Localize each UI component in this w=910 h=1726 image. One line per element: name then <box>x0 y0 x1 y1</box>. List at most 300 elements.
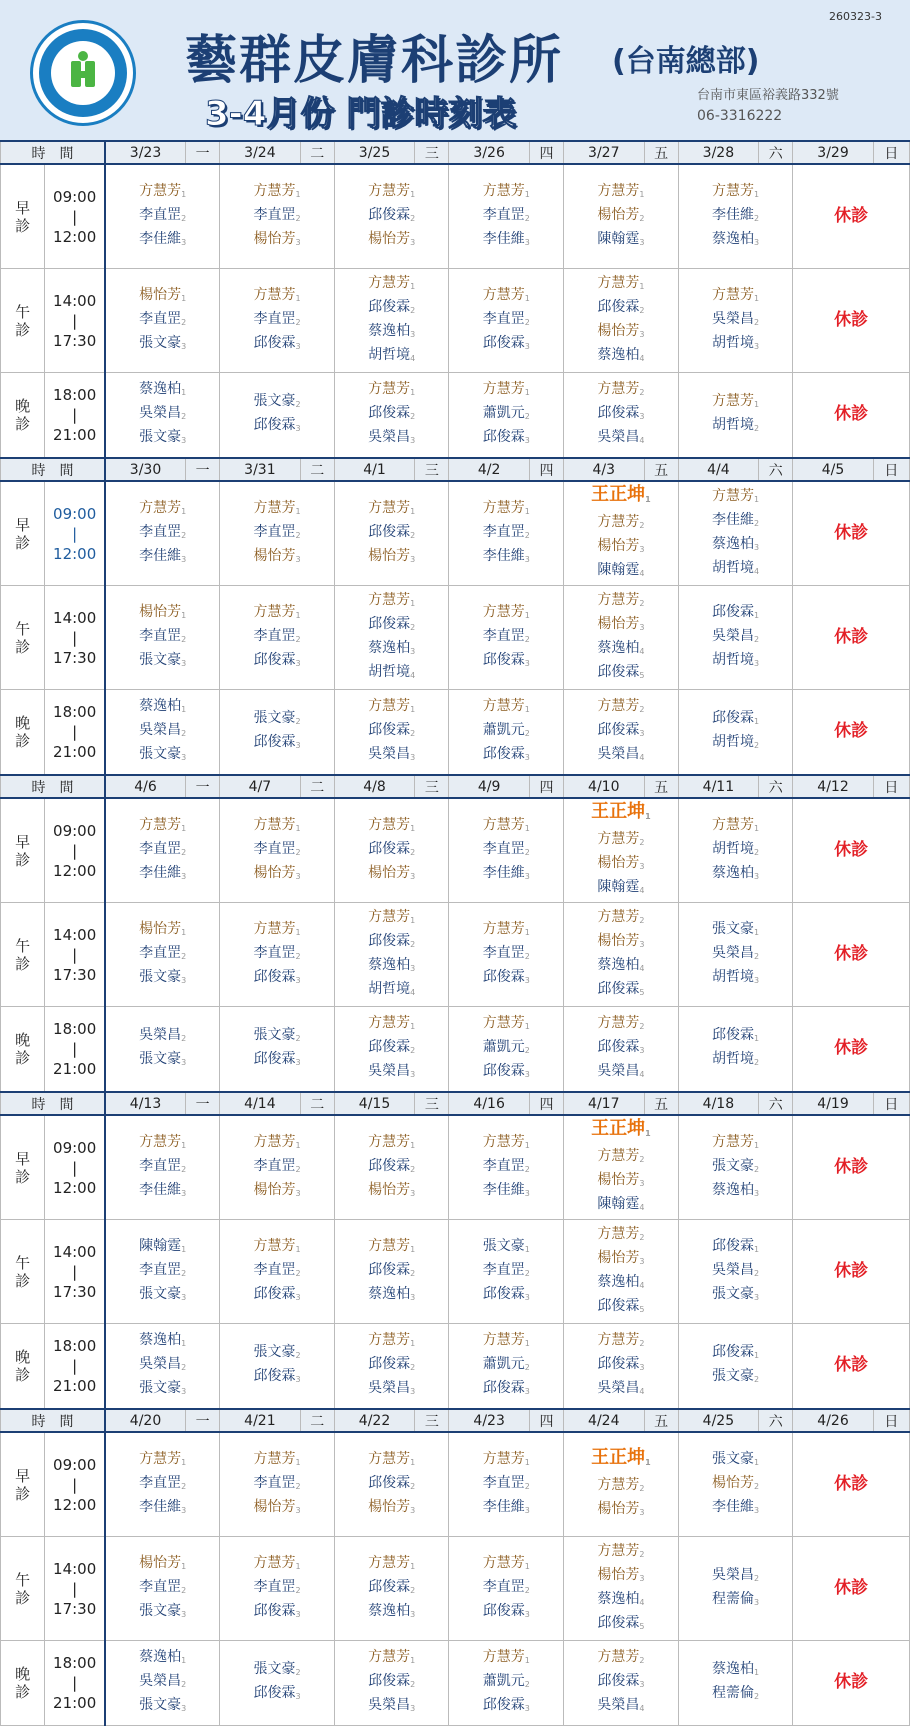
doctor-cell <box>564 1641 679 1726</box>
doctor-name: 蕭凱元 <box>482 1673 525 1689</box>
doctor-cell <box>334 586 449 690</box>
doctor-room-number: 2 <box>639 1022 645 1031</box>
doctor-entry <box>335 931 449 955</box>
doctor-room-number: 3 <box>410 436 416 445</box>
day-date: 4/25 <box>678 1409 758 1432</box>
doctor-name: 邱俊霖 <box>711 1237 754 1254</box>
doctor-room-number: 3 <box>524 871 530 881</box>
doctor-room-number: 3 <box>181 753 187 762</box>
doctor-entry <box>335 1449 449 1473</box>
doctor-name: 邱俊霖 <box>253 1285 296 1302</box>
doctor-room-number: 3 <box>410 1704 416 1713</box>
doctor-cell <box>334 1007 449 1093</box>
day-date: 4/8 <box>334 775 414 798</box>
doctor-entry <box>220 1473 334 1497</box>
session-evening-label <box>1 1007 45 1093</box>
doctor-room-number: 3 <box>410 554 416 564</box>
doctor-room-number: 2 <box>410 729 416 738</box>
doctor-name: 方慧芳 <box>597 591 640 608</box>
session-time <box>45 164 105 269</box>
doctor-name: 李直罡 <box>482 523 525 540</box>
doctor-name: 楊怡芳 <box>597 206 640 223</box>
doctor-name: 蔡逸柏 <box>597 1590 640 1607</box>
doctor-entry <box>564 1671 678 1695</box>
doctor-cell <box>793 1007 910 1093</box>
doctor-name: 方慧芳 <box>597 831 640 847</box>
doctor-entry <box>449 1037 563 1061</box>
doctor-name: 邱俊霖 <box>482 1063 525 1079</box>
doctor-name: 楊怡芳 <box>253 547 296 564</box>
doctor-cell <box>334 903 449 1007</box>
doctor-room-number: 3 <box>295 1375 301 1384</box>
doctor-name: 方慧芳 <box>597 514 640 530</box>
doctor-room-number: 1 <box>753 189 760 199</box>
doctor-name: 李直罡 <box>139 310 182 327</box>
doctor-entry <box>335 229 449 253</box>
doctor-cell <box>678 373 793 459</box>
doctor-entry <box>220 1049 334 1073</box>
doctor-room-number: 1 <box>181 1561 187 1571</box>
doctor-room-number: 2 <box>753 634 760 644</box>
doctor-room-number: 2 <box>181 530 187 540</box>
doctor-entry <box>564 1272 678 1296</box>
day-weekday: 日 <box>873 141 909 164</box>
doctor-name: 方慧芳 <box>711 286 754 303</box>
doctor-room-number: 2 <box>524 213 530 223</box>
doctor-entry <box>220 967 334 991</box>
day-weekday: 一 <box>186 1409 220 1432</box>
doctor-entry <box>335 1037 449 1061</box>
doctor-cell <box>564 1537 679 1641</box>
doctor-room-number: 1 <box>295 189 301 199</box>
doctor-entry <box>564 560 678 584</box>
closed-label: 休診 <box>834 309 869 330</box>
doctor-room-number: 2 <box>753 317 760 327</box>
doctor-entry <box>679 815 793 839</box>
doctor-room-number: 1 <box>181 388 187 397</box>
doctor-name: 蔡逸柏 <box>711 1661 754 1677</box>
doctor-entry <box>679 863 793 887</box>
doctor-room-number: 2 <box>295 1668 301 1677</box>
doctor-name: 楊怡芳 <box>253 1181 296 1198</box>
doctor-entry <box>106 546 219 570</box>
doctor-room-number: 4 <box>639 569 645 578</box>
doctor-name: 邱俊霖 <box>368 1261 411 1278</box>
doctor-room-number: 3 <box>295 341 301 351</box>
doctor-room-number: 3 <box>410 753 416 762</box>
doctor-cell <box>220 903 335 1007</box>
doctor-name: 方慧芳 <box>368 1237 411 1254</box>
doctor-cell <box>220 373 335 459</box>
doctor-room-number: 2 <box>410 622 416 632</box>
doctor-entry <box>335 427 449 451</box>
doctor-entry <box>564 800 678 829</box>
doctor-entry <box>220 309 334 333</box>
doctor-cell <box>793 164 910 269</box>
session-time <box>45 690 105 776</box>
doctor-room-number: 4 <box>639 963 645 973</box>
doctor-name: 方慧芳 <box>482 182 525 199</box>
doctor-cell <box>793 1324 910 1410</box>
doctor-room-number: 1 <box>295 1457 301 1467</box>
session-time <box>45 1432 105 1537</box>
doctor-room-number: 3 <box>181 975 187 985</box>
day-date: 4/16 <box>449 1092 529 1115</box>
doctor-entry <box>220 229 334 253</box>
session-row <box>1 798 910 903</box>
doctor-name: 蔡逸柏 <box>597 346 640 363</box>
doctor-name: 李直罡 <box>139 1261 182 1278</box>
doctor-room-number: 2 <box>753 1573 760 1583</box>
doctor-name: 邱俊霖 <box>368 523 411 540</box>
doctor-cell <box>220 1324 335 1410</box>
doctor-cell <box>105 903 220 1007</box>
doctor-name: 吳榮昌 <box>597 1380 640 1396</box>
doctor-room-number: 3 <box>639 1256 645 1266</box>
day-date: 4/24 <box>564 1409 644 1432</box>
doctor-cell <box>678 164 793 269</box>
doctor-room-number: 2 <box>753 847 760 857</box>
doctor-room-number: 3 <box>524 1188 530 1198</box>
doctor-entry <box>220 839 334 863</box>
doctor-name: 蔡逸柏 <box>711 535 754 552</box>
doctor-cell <box>105 690 220 776</box>
doctor-name: 方慧芳 <box>482 499 525 516</box>
doctor-entry <box>106 285 219 309</box>
doctor-name: 蔡逸柏 <box>139 381 182 397</box>
doctor-room-number: 2 <box>181 412 187 421</box>
session-start-time: 18:00 <box>53 1020 97 1038</box>
doctor-entry <box>335 1473 449 1497</box>
doctor-name: 李直罡 <box>482 1578 525 1595</box>
day-weekday: 日 <box>873 1092 909 1115</box>
doctor-cell <box>793 373 910 459</box>
doctor-entry <box>564 590 678 614</box>
doctor-cell <box>105 1007 220 1093</box>
doctor-name: 吳榮昌 <box>597 746 640 762</box>
doctor-room-number: 3 <box>410 963 416 973</box>
doctor-name: 邱俊霖 <box>597 722 640 738</box>
doctor-entry <box>564 321 678 345</box>
clinic-phone: 06-3316222 <box>697 108 783 124</box>
doctor-entry <box>679 1589 793 1613</box>
doctor-entry <box>449 1553 563 1577</box>
session-start-time: 18:00 <box>53 1654 97 1672</box>
doctor-name: 胡哲境 <box>711 559 754 576</box>
day-weekday: 一 <box>186 458 220 481</box>
doctor-name: 方慧芳 <box>711 487 754 504</box>
doctor-cell <box>105 373 220 459</box>
doctor-room-number: 2 <box>524 847 530 857</box>
doctor-name: 方慧芳 <box>597 1225 640 1242</box>
doctor-name: 張文豪 <box>711 1157 754 1174</box>
doctor-entry <box>679 285 793 309</box>
doctor-room-number: 1 <box>410 1656 416 1665</box>
doctor-entry <box>220 1577 334 1601</box>
doctor-room-number: 4 <box>639 1597 645 1607</box>
doctor-entry <box>449 309 563 333</box>
doctor-cell <box>449 1007 564 1093</box>
doctor-name: 方慧芳 <box>368 816 411 833</box>
doctor-name: 方慧芳 <box>597 1015 640 1031</box>
doctor-entry <box>335 1180 449 1204</box>
doctor-room-number: 1 <box>295 823 301 833</box>
doctor-entry <box>449 863 563 887</box>
doctor-name: 楊怡芳 <box>597 1249 640 1266</box>
doctor-room-number: 3 <box>181 436 187 445</box>
time-header-label: 時 間 <box>1 1409 106 1432</box>
doctor-name: 吳榮昌 <box>368 1697 411 1713</box>
doctor-entry <box>335 638 449 662</box>
doctor-entry <box>449 1647 563 1671</box>
closed-label: 休診 <box>834 839 869 860</box>
doctor-entry <box>679 229 793 253</box>
doctor-entry <box>679 486 793 510</box>
doctor-entry <box>449 1284 563 1308</box>
doctor-entry <box>564 877 678 901</box>
day-date: 3/25 <box>334 141 414 164</box>
doctor-room-number: 2 <box>410 530 416 540</box>
day-date: 4/26 <box>793 1409 873 1432</box>
doctor-room-number: 2 <box>753 1058 760 1067</box>
doctor-entry <box>564 1446 678 1475</box>
doctor-name: 方慧芳 <box>482 698 525 714</box>
doctor-room-number: 2 <box>295 717 301 726</box>
session-end-time: 17:30 <box>53 1599 97 1618</box>
doctor-name: 陳翰霆 <box>597 879 640 895</box>
doctor-entry <box>106 1695 219 1719</box>
doctor-room-number: 3 <box>753 1597 760 1607</box>
doctor-name: 蔡逸柏 <box>368 639 411 656</box>
doctor-entry <box>449 1354 563 1378</box>
session-start-time: 14:00 <box>53 1559 97 1578</box>
doctor-entry <box>335 614 449 638</box>
session-evening-label <box>1 373 45 459</box>
doctor-room-number: 2 <box>639 1232 645 1242</box>
doctor-name: 楊怡芳 <box>597 855 640 871</box>
doctor-cell <box>334 1324 449 1410</box>
time-separator: | <box>72 1579 78 1598</box>
session-row <box>1 1432 910 1537</box>
doctor-room-number: 3 <box>753 542 760 552</box>
doctor-cell <box>334 269 449 373</box>
doctor-name: 方慧芳 <box>597 274 640 291</box>
doctor-name: 方慧芳 <box>711 182 754 199</box>
doctor-entry <box>449 1577 563 1601</box>
doctor-room-number: 4 <box>410 987 416 997</box>
doctor-room-number: 1 <box>181 1140 187 1150</box>
doctor-room-number: 3 <box>295 554 301 564</box>
doctor-room-number: 1 <box>645 1458 651 1467</box>
doctor-cell <box>334 1432 449 1537</box>
doctor-cell <box>564 373 679 459</box>
doctor-name: 李直罡 <box>482 1261 525 1278</box>
doctor-name: 楊怡芳 <box>139 1554 182 1571</box>
doctor-room-number: 4 <box>639 436 645 445</box>
doctor-name: 李直罡 <box>139 1474 182 1491</box>
doctor-entry <box>220 1342 334 1366</box>
day-weekday: 四 <box>529 141 563 164</box>
doctor-name: 邱俊霖 <box>368 1474 411 1491</box>
doctor-room-number: 3 <box>639 545 645 554</box>
session-start-time: 09:00 <box>53 1455 97 1474</box>
doctor-room-number: 4 <box>639 1203 645 1212</box>
doctor-name: 張文豪 <box>711 1450 754 1467</box>
doctor-entry <box>335 1577 449 1601</box>
doctor-name: 邱俊霖 <box>597 663 640 680</box>
doctor-room-number: 2 <box>524 1481 530 1491</box>
doctor-room-number: 1 <box>524 1561 530 1571</box>
doctor-name: 方慧芳 <box>368 1649 411 1665</box>
doctor-entry <box>335 1330 449 1354</box>
session-morning-label <box>1 481 45 586</box>
doctor-room-number: 1 <box>181 927 187 937</box>
doctor-entry <box>335 839 449 863</box>
doctor-name: 李直罡 <box>253 840 296 857</box>
doctor-room-number: 1 <box>181 506 187 516</box>
doctor-room-number: 3 <box>295 741 301 750</box>
doctor-entry <box>220 1553 334 1577</box>
doctor-room-number: 2 <box>295 1268 301 1278</box>
doctor-room-number: 1 <box>181 189 187 199</box>
doctor-room-number: 2 <box>181 1585 187 1595</box>
doctor-entry <box>564 979 678 1003</box>
session-time <box>45 1324 105 1410</box>
day-weekday: 日 <box>873 1409 909 1432</box>
doctor-entry <box>564 181 678 205</box>
doctor-name: 陳翰霆 <box>597 230 640 247</box>
closed-label: 休診 <box>834 404 869 424</box>
doctor-name: 吳榮昌 <box>139 405 182 421</box>
doctor-name: 李直罡 <box>482 1474 525 1491</box>
doctor-room-number: 1 <box>295 610 301 620</box>
doctor-name: 方慧芳 <box>482 381 525 397</box>
doctor-room-number: 3 <box>524 1704 530 1713</box>
doctor-entry <box>679 943 793 967</box>
doctor-room-number: 3 <box>410 1505 416 1515</box>
doctor-entry <box>449 229 563 253</box>
doctor-name: 吳榮昌 <box>368 429 411 445</box>
doctor-cell <box>105 1324 220 1410</box>
doctor-name: 李直罡 <box>139 206 182 223</box>
doctor-room-number: 2 <box>181 1268 187 1278</box>
doctor-entry <box>449 1061 563 1085</box>
session-time <box>45 1220 105 1324</box>
doctor-name: 張文豪 <box>139 1697 182 1713</box>
doctor-name: 方慧芳 <box>597 1649 640 1665</box>
doctor-cell <box>449 1324 564 1410</box>
session-row <box>1 373 910 459</box>
doctor-name: 蔡逸柏 <box>368 1285 411 1302</box>
doctor-entry <box>679 205 793 229</box>
doctor-cell <box>220 1220 335 1324</box>
doctor-room-number: 1 <box>524 293 530 303</box>
doctor-room-number: 3 <box>524 1609 530 1619</box>
doctor-name: 吳榮昌 <box>597 429 640 445</box>
doctor-name: 李直罡 <box>139 1578 182 1595</box>
doctor-cell <box>334 481 449 586</box>
doctor-entry <box>335 696 449 720</box>
doctor-cell <box>678 903 793 1007</box>
doctor-room-number: 1 <box>524 189 530 199</box>
doctor-name: 吳榮昌 <box>711 627 754 644</box>
time-separator: | <box>72 628 78 647</box>
doctor-entry <box>106 1577 219 1601</box>
doctor-room-number: 1 <box>181 610 187 620</box>
doctor-entry <box>335 1236 449 1260</box>
doctor-name: 楊怡芳 <box>368 230 411 247</box>
doctor-entry <box>564 1013 678 1037</box>
doctor-room-number: 5 <box>639 1621 645 1631</box>
doctor-entry <box>220 919 334 943</box>
doctor-name: 王正坤 <box>591 1447 646 1468</box>
doctor-name: 方慧芳 <box>711 816 754 833</box>
doctor-name: 方慧芳 <box>597 182 640 199</box>
doctor-entry <box>449 1601 563 1625</box>
day-weekday: 三 <box>415 458 449 481</box>
doctor-room-number: 1 <box>295 1244 301 1254</box>
doctor-entry <box>220 285 334 309</box>
session-time <box>45 269 105 373</box>
day-weekday: 二 <box>300 1409 334 1432</box>
doctor-name: 邱俊霖 <box>253 1368 296 1384</box>
session-row <box>1 1537 910 1641</box>
doctor-entry <box>564 614 678 638</box>
doctor-name: 蔡逸柏 <box>711 230 754 247</box>
doctor-name: 吳榮昌 <box>139 1027 182 1043</box>
doctor-name: 張文豪 <box>253 393 296 409</box>
doctor-room-number: 3 <box>639 729 645 738</box>
doctor-cell <box>334 1220 449 1324</box>
doctor-room-number: 2 <box>295 847 301 857</box>
doctor-entry <box>564 907 678 931</box>
doctor-room-number: 1 <box>639 281 645 291</box>
doctor-room-number: 1 <box>524 823 530 833</box>
doctor-cell <box>793 1115 910 1220</box>
doctor-name: 胡哲境 <box>368 346 411 363</box>
doctor-name: 張文豪 <box>139 334 182 351</box>
time-separator: | <box>72 1158 78 1177</box>
doctor-room-number: 3 <box>410 1070 416 1079</box>
day-date: 4/15 <box>334 1092 414 1115</box>
doctor-name: 張文豪 <box>139 1380 182 1396</box>
doctor-entry <box>106 403 219 427</box>
doctor-name: 方慧芳 <box>711 393 754 409</box>
doctor-entry <box>220 1180 334 1204</box>
doctor-entry <box>106 1049 219 1073</box>
doctor-room-number: 3 <box>639 329 645 339</box>
doctor-room-number: 1 <box>524 1339 530 1348</box>
doctor-entry <box>564 1647 678 1671</box>
doctor-room-number: 3 <box>524 753 530 762</box>
doctor-name: 方慧芳 <box>139 1450 182 1467</box>
doctor-entry <box>449 498 563 522</box>
doctor-name: 陳翰霆 <box>139 1237 182 1254</box>
closed-label: 休診 <box>834 1473 869 1494</box>
day-weekday: 四 <box>529 1409 563 1432</box>
doctor-name: 蔡逸柏 <box>597 639 640 656</box>
doctor-entry <box>335 1156 449 1180</box>
doctor-entry <box>106 1553 219 1577</box>
doctor-name: 楊怡芳 <box>139 603 182 620</box>
doctor-entry <box>449 1497 563 1521</box>
doctor-room-number: 4 <box>639 646 645 656</box>
doctor-room-number: 2 <box>181 1034 187 1043</box>
doctor-name: 邱俊霖 <box>368 932 411 949</box>
doctor-entry <box>564 638 678 662</box>
week-header-row <box>1 141 910 164</box>
doctor-entry <box>106 863 219 887</box>
